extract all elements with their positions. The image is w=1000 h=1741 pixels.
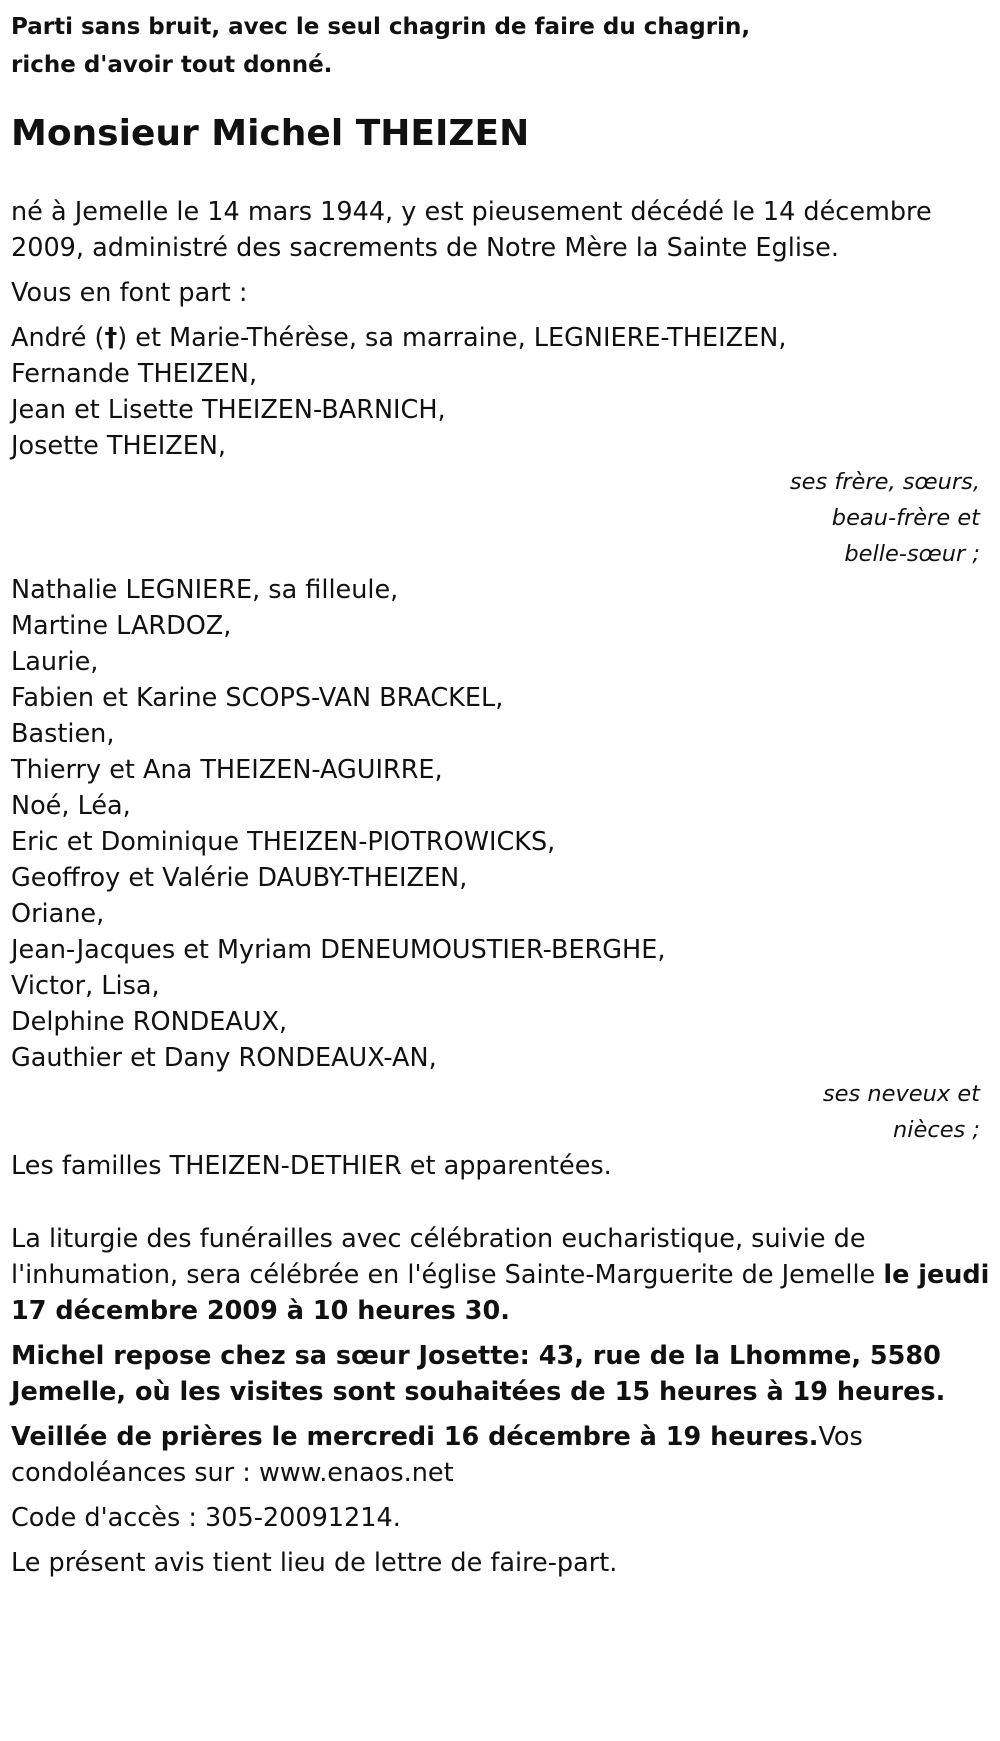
list-item: Noé, Léa, <box>11 791 131 821</box>
list-item: Gauthier et Dany RONDEAUX-AN, <box>11 1043 437 1073</box>
announce-line: Vous en font part : <box>11 278 248 308</box>
siblings-list <box>11 320 991 464</box>
access-code: Code d'accès : 305-20091214. <box>11 1503 401 1533</box>
obituary-notice <box>11 0 991 1581</box>
condolences-text: Vos condoléances sur : www.enaos.net <box>11 1422 863 1488</box>
birth-death-paragraph: né à Jemelle le 14 mars 1944, y est pieusement décédé le 14 décembre 2009, administré des sacrements de Notre Mère la Sainte Eglise. <box>11 197 932 263</box>
list-item: Geoffroy et Valérie DAUBY-THEIZEN, <box>11 863 468 893</box>
nephews-relation <box>11 1076 991 1148</box>
list-item: Jean et Lisette THEIZEN-BARNICH, <box>11 395 446 425</box>
repose-paragraph: Michel repose chez sa sœur Josette: 43, rue de la Lhomme, 5580 Jemelle, où les visites sont souhaitées de 15 heures à 19 heures. <box>11 1341 946 1407</box>
list-item: Fabien et Karine SCOPS-VAN BRACKEL, <box>11 683 504 713</box>
vigil-date: Veillée de prières le mercredi 16 décembre à 19 heures. <box>11 1422 819 1452</box>
list-item: Jean-Jacques et Myriam DENEUMOUSTIER-BERGHE, <box>11 935 666 965</box>
deceased-name: Monsieur Michel THEIZEN <box>11 113 530 154</box>
epigraph-line-2: riche d'avoir tout donné. <box>11 52 333 78</box>
list-item: Laurie, <box>11 647 99 677</box>
list-item: Josette THEIZEN, <box>11 431 227 461</box>
families-line: Les familles THEIZEN-DETHIER et apparentées. <box>11 1151 612 1181</box>
closing-line: Le présent avis tient lieu de lettre de faire-part. <box>11 1548 618 1578</box>
vigil-paragraph <box>11 1419 991 1491</box>
relation-line: nièces ; <box>892 1117 980 1143</box>
nephews-list <box>11 572 991 1076</box>
list-item: Martine LARDOZ, <box>11 611 232 641</box>
list-item: Thierry et Ana THEIZEN-AGUIRRE, <box>11 755 443 785</box>
epigraph <box>11 8 991 84</box>
relation-line: ses frère, sœurs, <box>789 469 980 495</box>
funeral-paragraph <box>11 1221 991 1329</box>
relation-line: beau-frère et <box>831 505 980 531</box>
cross-symbol: † <box>104 323 118 353</box>
list-item: Bastien, <box>11 719 115 749</box>
funeral-date: le jeudi 17 décembre 2009 à 10 heures 30. <box>11 1260 990 1326</box>
relation-line: ses neveux et <box>822 1081 980 1107</box>
siblings-relation <box>11 464 991 572</box>
list-item: Nathalie LEGNIERE, sa filleule, <box>11 575 399 605</box>
list-item: André (†) et Marie-Thérèse, sa marraine, LEGNIERE-THEIZEN, <box>11 323 787 353</box>
list-item: Victor, Lisa, <box>11 971 160 1001</box>
list-item: Fernande THEIZEN, <box>11 359 258 389</box>
funeral-text: La liturgie des funérailles avec célébration eucharistique, suivie de l'inhumation, sera célébrée en l'église Sainte-Marguerite de Jemelle <box>11 1224 884 1290</box>
list-item: Delphine RONDEAUX, <box>11 1007 288 1037</box>
relation-line: belle-sœur ; <box>844 541 980 567</box>
list-item: Oriane, <box>11 899 105 929</box>
list-item: Eric et Dominique THEIZEN-PIOTROWICKS, <box>11 827 556 857</box>
epigraph-line-1: Parti sans bruit, avec le seul chagrin de faire du chagrin, <box>11 14 751 40</box>
